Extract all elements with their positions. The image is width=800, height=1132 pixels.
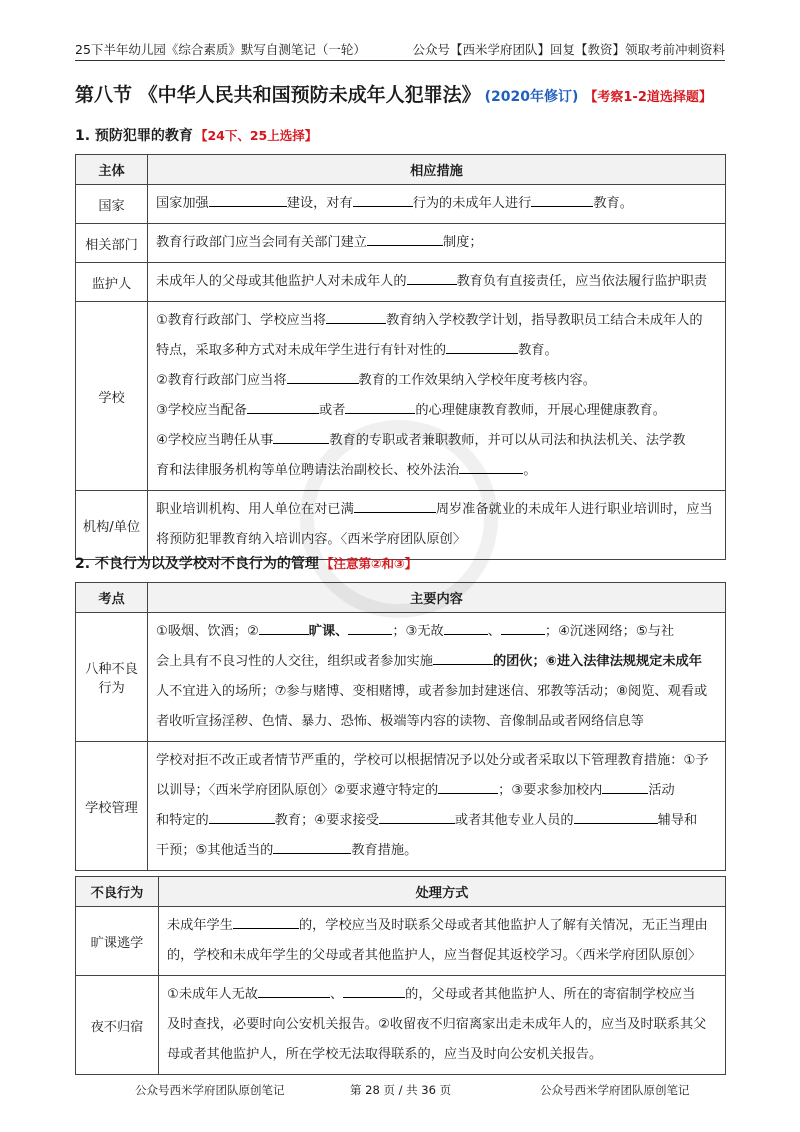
blank [345, 400, 415, 414]
col-point: 考点 [76, 583, 148, 613]
row-handling [159, 907, 726, 976]
row-behavior: 夜不归宿 [76, 976, 159, 1075]
row-measure [148, 185, 726, 224]
page-header [75, 38, 725, 61]
text: 活动 [648, 783, 675, 798]
text: 以训导；〈西米学府团队原创〉②要求遵守特定的 [156, 783, 439, 798]
text: 将预防犯罪教育纳入培训内容。〈西米学府团队原创〉 [156, 532, 466, 547]
col-handling: 处理方式 [159, 877, 726, 907]
blank [574, 810, 658, 824]
text: 的心理健康教育教师，开展心理健康教育。 [415, 403, 666, 418]
text: 国家加强 [156, 196, 209, 211]
blank [209, 193, 287, 207]
blank [259, 621, 309, 635]
blank [446, 340, 518, 354]
row-handling [159, 976, 726, 1075]
text: 教育的工作效果纳入学校年度考核内容。 [358, 373, 596, 388]
text: 的，父母或者其他监护人、所在的寄宿制学校应当 [405, 987, 696, 1002]
text: 者收听宣扬淫秽、色情、暴力、恐怖、极端等内容的读物、音像制品或者网络信息等 [156, 714, 644, 729]
text: 人不宜进入的场所；⑦参与赌博、变相赌博，或者参加封建迷信、邪教等活动；⑧阅览、观看或 [156, 684, 708, 699]
text: ②教育行政部门应当将 [156, 373, 287, 388]
text: 教育纳入学校教学计划，指导教职员工结合未成年人的 [386, 313, 703, 328]
blank [353, 193, 413, 207]
row-subject: 相关部门 [76, 224, 148, 263]
table-row [76, 742, 726, 871]
table-row [76, 185, 726, 224]
text: 教育负有直接责任，应当依法履行监护职责 [456, 274, 708, 289]
handling-table [75, 876, 726, 1075]
text: 教育；④要求接受 [274, 813, 379, 828]
blank [433, 651, 493, 665]
table-header-row [76, 583, 726, 613]
row-content [148, 742, 726, 871]
table-header-row [76, 877, 726, 907]
blank [367, 232, 443, 246]
table-header-row [76, 155, 726, 185]
section1-heading-text: 1. 预防犯罪的教育 [75, 128, 193, 144]
table-row [76, 263, 726, 302]
prevention-table [75, 154, 726, 560]
table-row [76, 224, 726, 263]
row-content [148, 613, 726, 742]
text: 旷课、 [308, 624, 349, 639]
text: 学校对拒不改正或者情节严重的，学校可以根据情况予以处分或者采取以下管理教育措施：①予 [156, 753, 709, 768]
row-measure [148, 302, 726, 491]
row-point: 学校管理 [76, 742, 148, 871]
text: 教育措施。 [351, 843, 418, 858]
table-row [76, 613, 726, 742]
blank [209, 810, 275, 824]
title-revision: (2020年修订) [484, 89, 579, 105]
blank [407, 271, 457, 285]
blank [444, 621, 488, 635]
section1-note: 【24下、25上选择】 [194, 128, 318, 143]
text: ；③无故 [392, 624, 444, 639]
row-point: 八种不良行为 [76, 613, 148, 742]
table-row [76, 907, 726, 976]
text: 未成年学生 [167, 918, 233, 933]
text: ；④沉迷网络；⑤与社 [544, 624, 675, 639]
text: 和特定的 [156, 813, 209, 828]
text: 未成年人的父母或其他监护人对未成年人的 [156, 274, 407, 289]
col-content: 主要内容 [148, 583, 726, 613]
row-measure [148, 491, 726, 560]
blank [459, 460, 523, 474]
text: 教育行政部门应当会同有关部门建立 [156, 235, 367, 250]
text: 的，学校和未成年学生的父母或者其他监护人，应当督促其返校学习。〈西米学府团队原创〉 [167, 948, 702, 963]
title-tag: 【考察1-2道选择题】 [584, 90, 712, 105]
header-left: 25下半年幼儿园《综合素质》默写自测笔记（一轮） [75, 42, 366, 57]
text: 或者其他专业人员的 [454, 813, 574, 828]
row-subject: 国家 [76, 185, 148, 224]
footer-right: 公众号西米学府团队原创笔记 [540, 1083, 690, 1097]
text: 建设，对有 [286, 196, 353, 211]
blank [438, 780, 498, 794]
row-subject: 监护人 [76, 263, 148, 302]
text: ①教育行政部门、学校应当将 [156, 313, 327, 328]
section2-heading [75, 553, 417, 573]
section2-note: 【注意第②和③】 [320, 556, 418, 571]
text: 教育。 [518, 343, 558, 358]
blank [247, 400, 319, 414]
header-right: 公众号【西米学府团队】回复【教资】领取考前冲刺资料 [412, 42, 725, 57]
blank [258, 984, 330, 998]
table-row [76, 976, 726, 1075]
page-number: 第 28 页 / 共 36 页 [350, 1083, 452, 1097]
text: 特点，采取多种方式对未成年学生进行有针对性的 [156, 343, 447, 358]
bad-behavior-table [75, 582, 726, 871]
table-row [76, 491, 726, 560]
blank [531, 193, 593, 207]
text: 、 [487, 624, 501, 639]
blank [287, 370, 359, 384]
blank [343, 984, 405, 998]
col-behavior: 不良行为 [76, 877, 159, 907]
row-behavior: 旷课逃学 [76, 907, 159, 976]
text: 、 [329, 987, 344, 1002]
text: 行为的未成年人进行 [412, 196, 532, 211]
footer-left: 公众号西米学府团队原创笔记 [135, 1083, 285, 1097]
text: 职业培训机构、用人单位在对已满 [156, 502, 354, 517]
row-subject: 机构/单位 [76, 491, 148, 560]
text: ①未成年人无故 [167, 987, 258, 1002]
blank [501, 621, 545, 635]
blank [602, 780, 648, 794]
text: 教育。 [593, 196, 633, 211]
col-measure: 相应措施 [148, 155, 726, 185]
text: ①吸烟、饮酒；② [156, 624, 259, 639]
blank [379, 810, 455, 824]
table-row [76, 302, 726, 491]
text: 干预；⑤其他适当的 [156, 843, 274, 858]
blank [348, 621, 392, 635]
text: 制度； [443, 235, 483, 250]
text: ③学校应当配备 [156, 403, 247, 418]
text: 周岁准备就业的未成年人进行职业培训时，应当 [435, 502, 713, 517]
row-measure [148, 224, 726, 263]
section2-heading-text: 2. 不良行为以及学校对不良行为的管理 [75, 556, 319, 572]
text: 母或者其他监护人，所在学校无法取得联系的，应当及时向公安机关报告。 [167, 1047, 603, 1062]
blank [326, 310, 386, 324]
section1-heading [75, 125, 317, 145]
title-main: 第八节 《中华人民共和国预防未成年人犯罪法》 [75, 84, 481, 106]
text: 及时查找，必要时向公安机关报告。②收留夜不归宿离家出走未成年人的，应当及时联系其父 [167, 1017, 707, 1032]
row-subject: 学校 [76, 302, 148, 491]
chapter-title [75, 80, 712, 107]
text: ；③要求参加校内 [498, 783, 603, 798]
text: ④学校应当聘任从事 [156, 433, 274, 448]
text: 。 [523, 463, 537, 478]
col-subject: 主体 [76, 155, 148, 185]
text: 会上具有不良习性的人交往，组织或者参加实施 [156, 654, 433, 669]
text: 的团伙；⑥进入法律法规规定未成年 [492, 654, 702, 669]
row-measure [148, 263, 726, 302]
blank [273, 430, 329, 444]
blank [354, 499, 436, 513]
blank [233, 915, 299, 929]
text: 的，学校应当及时联系父母或者其他监护人了解有关情况，无正当理由 [298, 918, 708, 933]
text: 育和法律服务机构等单位聘请法治副校长、校外法治 [156, 463, 460, 478]
text: 教育的专职或者兼职教师，并可以从司法和执法机关、法学教 [329, 433, 686, 448]
blank [273, 840, 351, 854]
text: 辅导和 [657, 813, 698, 828]
text: 或者 [318, 403, 346, 418]
